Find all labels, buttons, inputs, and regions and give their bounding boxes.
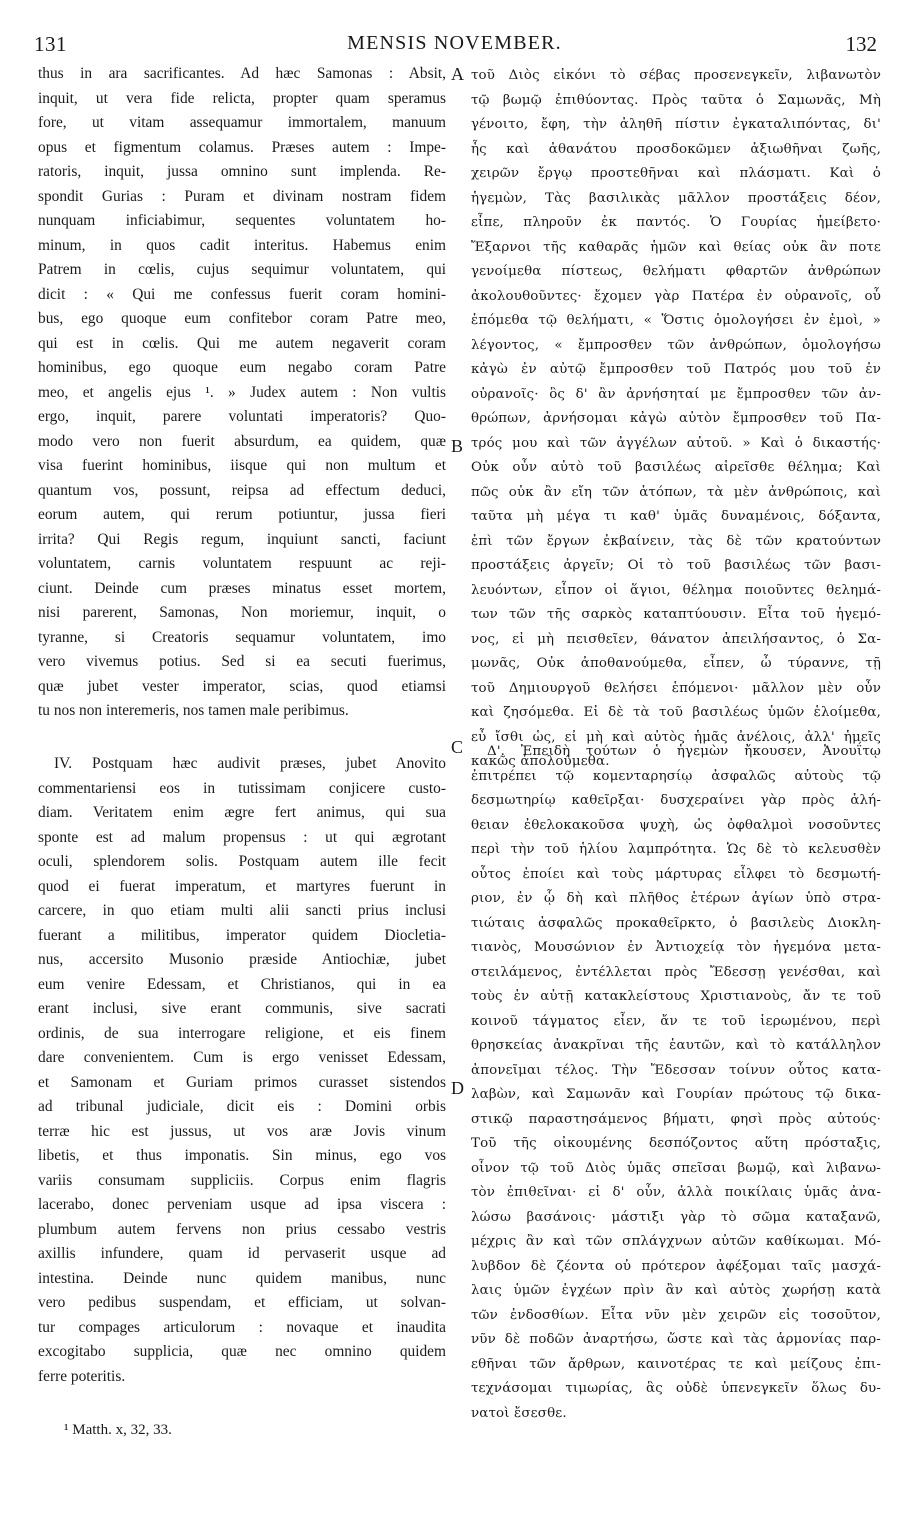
greek-paragraph-2 xyxy=(471,740,881,1426)
text-line: opus et figmentum colamus. Præses autem : Impe- xyxy=(38,138,446,156)
text-line: erant inclusi, sive erant communis, sive sacrati xyxy=(38,1000,446,1017)
text-line: ratoris, inquit, jussa omnino sunt implenda. Re- xyxy=(38,163,446,180)
text-line: τοῦ Δημιουργοῦ θελήσει ἑπόμενοι· μᾶλλον μὲν οὖν xyxy=(471,680,881,696)
text-line: eum venire Edessam, et Christianos, qui in ea xyxy=(38,975,446,993)
text-line: vero vivemus potius. Sed si ea secuti fuerimus, xyxy=(38,653,446,670)
text-line: καὶ ζησόμεθα. Εἰ δὲ τὰ τοῦ βασιλέως ὑμῶν ἑλοίμεθα, xyxy=(471,705,881,720)
text-line: νῦν δὲ ποδῶν ἀναρτήσω, ὥστε καὶ τὰς ἁρμονίας παρ- xyxy=(471,1332,881,1347)
text-line: τεχνάσομαι τιμωρίας, ἃς οὐδὲ ὑπενεγκεῖν ὅλως δυ- xyxy=(471,1381,881,1396)
text-line: dicit : « Qui me confessus fuerit coram homini- xyxy=(38,285,446,303)
text-line: ἧς καὶ ἀθανάτου προσδοκῶμεν ἀξιωθῆναι ζωῆς, xyxy=(471,141,881,157)
text-line: ἐπιτρέπει τῷ κομενταρησίῳ ἀσφαλῶς αὐτοὺς τῷ xyxy=(471,768,881,784)
text-line: minum, in quos cadit interitus. Habemus enim xyxy=(38,236,446,254)
text-line: IV. Postquam hæc audivit præses, jubet Anovito xyxy=(54,755,446,772)
text-line: κακῶς ἀπολούμεθα. xyxy=(471,754,610,769)
footnote: ¹ Matth. x, 32, 33. xyxy=(64,1422,172,1438)
text-line: τῶν ἐνδοσθίων. Εἶτα νῦν μὲν χειρῶν εἰς τοσοῦτον, xyxy=(471,1307,881,1323)
text-line: qui est in cœlis. Qui me autem negaverit coram xyxy=(38,334,446,352)
text-line: oculi, splendorem solis. Postquam autem ille fecit xyxy=(38,853,446,870)
text-line: στειλάμενος, ἐντέλλεται πρὸς Ἔδεσσῃ γενέσθαι, καὶ xyxy=(471,964,881,980)
text-line: quantum vos, possunt, reipsa ad effectum deduci, xyxy=(38,481,446,499)
text-line: λώσω βασάνοις· μάστιξι γὰρ τὸ σῶμα καταξανῶ, xyxy=(471,1209,881,1225)
text-line: Ἔξαρνοι τῆς καθαρᾶς ἡμῶν καὶ θείας οὐκ ἂν ποτε xyxy=(471,239,881,255)
text-line: tur compages articulorum : novaque et inaudita xyxy=(38,1318,446,1336)
text-line: spondit Gurias : Puram et divinam nostram fidem xyxy=(38,187,446,205)
text-line: dare convenientem. Cum is ergo venisset Edessam, xyxy=(38,1049,446,1066)
text-line: meo, et angelis ejus ¹. » Judex autem : Non vultis xyxy=(38,383,446,401)
text-line: terræ hic est jussus, ut vos aræ Jovis vinum xyxy=(38,1122,446,1140)
text-line: νατοὶ ἔσεσθε. xyxy=(471,1405,567,1421)
greek-paragraph-1 xyxy=(471,64,881,775)
text-line: et Samonam et Guriam primos curasset sistendos xyxy=(38,1073,446,1091)
text-line: μωνᾶς, Οὐκ ἀποθανούμεθα, εἶπεν, ὦ τύραννε, τῇ xyxy=(471,656,881,671)
text-line: ἐπὶ τῶν ἔργων ἐκβαίνειν, τὰς δὲ τῶν κρατούντων xyxy=(471,533,881,549)
text-line: ἡγεμὼν, Τὰς βασιλικὰς μᾶλλον προστάξεις δέον, xyxy=(471,190,881,206)
text-line: οὐρανοῖς· ὃς δ' ἂν ἀρνήσηταί με ἔμπροσθεν τῶν ἀν- xyxy=(471,386,881,402)
text-line: λέγοντος, « ἔμπροσθεν τῶν ἀνθρώπων, ὁμολογήσω xyxy=(471,337,881,353)
text-line: plumbum autem fervens non prius cessabo vestris xyxy=(38,1220,446,1238)
text-line: κἀγὼ ἐν αὐτῷ ἔμπροσθεν τοῦ Πατρός μου τοῦ ἐν xyxy=(471,362,881,377)
text-line: στικῷ παραστησάμενος βήματι, φησὶ πρὸς αὐτούς· xyxy=(471,1111,881,1127)
text-line: θειαν ἐθελοκακοῦσα ψυχὴ, ὡς ὀφθαλμοὶ νοσοῦντες xyxy=(471,817,881,833)
text-line: τὸν ἐπιθεῖναι· εἰ δ' οὖν, ἀλλὰ ποικίλαις ὑμᾶς ἀνα- xyxy=(471,1185,881,1200)
text-line: χειρῶν ἔργῳ προστεθῆναι καὶ πλάσματι. Καὶ ὁ xyxy=(471,166,881,181)
text-line: modo vero non fuerit absurdum, ea quidem, quæ xyxy=(38,432,446,450)
margin-letter-b: B xyxy=(451,436,464,456)
text-line: Οὐκ οὖν αὐτὸ τοῦ βασιλέως αἱρεῖσθε θέλημα; Καὶ xyxy=(471,460,881,475)
text-line: nunquam inficiabimur, sequentes voluntatem ho- xyxy=(38,212,446,229)
text-line: οὗτος ἐποίει καὶ τοὺς μάρτυρας εἶλφει τὸ δεσμωτή- xyxy=(471,866,881,882)
text-line: commentariensi eos in tutissimam conjicere custo- xyxy=(38,779,446,797)
text-line: τιανὸς, Μουσώνιον ἐν Ἀντιοχείᾳ τὸν ἡγεμόνα μετα- xyxy=(471,940,881,955)
text-line: εἶπε, πληροῦν ἐκ παντός. Ὁ Γουρίας ἠμείβετο· xyxy=(471,215,881,230)
text-line: libetis, et thus imponatis. Sin minus, ego vos xyxy=(38,1147,446,1164)
text-line: diam. Veritatem enim ægre fert animus, qui sua xyxy=(38,804,446,821)
page-number-left: 131 xyxy=(34,32,67,56)
text-line: λαις ὑμῶν ἐγχέων πρὶν ἂν καὶ αὐτὸς χωρήσῃ κατὰ xyxy=(471,1283,881,1298)
text-line: vero pedibus suspendam, et efficiam, ut solvan- xyxy=(38,1294,446,1311)
text-line: visa fuerint hominibus, iisque qui non multum et xyxy=(38,457,446,474)
text-line: λυβδον δὲ ζέοντα οὐ πρότερον ἀφέξομαι ταῖς μασχά- xyxy=(471,1258,881,1274)
text-line: sponte est ad malum propensus : ut qui ægrotant xyxy=(38,828,446,846)
text-line: των τῶν τῆς σαρκὸς καταπτύουσιν. Εἶτα τοῦ ἡγεμό- xyxy=(471,607,881,622)
text-line: axillis infundere, quam id pervaserit usque ad xyxy=(38,1245,446,1262)
text-line: γενοίμεθα πίστεως, θελήματι φθαρτῶν ἀνθρώπων xyxy=(471,264,881,279)
text-line: fuerant a militibus, imperator quidem Diocletia- xyxy=(38,926,446,944)
text-line: ad tribunal judiciale, dicit eis : Domini orbis xyxy=(38,1098,446,1115)
text-line: irrita? Qui Regis regum, inquiunt sancti, faciunt xyxy=(38,530,446,548)
text-line: οἶνον τῷ τοῦ Διὸς ὑμᾶς σπεῖσαι βωμῷ, καὶ λιβανω- xyxy=(471,1160,881,1176)
text-line: θρησκείας ἀνακρῖναι τῆς ἑαυτῶν, καὶ τὸ κατάλληλον xyxy=(471,1038,881,1053)
page-number-right: 132 xyxy=(845,32,877,56)
text-line: Patrem in cœlis, cujus sequimur voluntatem, qui xyxy=(38,261,446,278)
text-line: carcere, in quo etiam multi alii sancti prius inclusi xyxy=(38,902,446,919)
text-line: intestina. Deinde nunc quidem manibus, nunc xyxy=(38,1269,446,1287)
text-line: Τοῦ τῆς οἰκουμένης δεσπόζοντος αὕτη πρόσταξις, xyxy=(471,1136,881,1151)
text-line: hominibus, ego quoque eum negabo coram Patre xyxy=(38,359,446,376)
latin-paragraph-2 xyxy=(38,752,446,1389)
text-line: ergo, inquit, parere voluntati imperatoris? Quo- xyxy=(38,408,446,425)
text-line: variis consumam suppliciis. Corpus enim flagris xyxy=(38,1171,446,1189)
text-line: τῷ βωμῷ ἐπιθύοντας. Πρὸς ταῦτα ὁ Σαμωνᾶς, Μὴ xyxy=(471,92,881,108)
text-line: quæ jubet vester imperator, scias, quod etiamsi xyxy=(38,677,446,695)
text-line: Δ'. Ἐπειδὴ τούτων ὁ ἡγεμὼν ἤκουσεν, Ἀνουΐτῳ xyxy=(487,744,881,759)
text-line: γένοιτο, ἔφη, τὴν ἀληθῆ πίστιν ἐγκαταλιπόντας, δι' xyxy=(471,117,881,132)
text-line: λαβὼν, καὶ Σαμωνᾶν καὶ Γουρίαν πρώτους τῷ δικα- xyxy=(471,1087,881,1102)
text-line: θρώπων, ἀρνήσομαι κἀγὼ αὐτὸν ἔμπροσθεν τοῦ Πα- xyxy=(471,411,881,426)
margin-letter-c: C xyxy=(451,737,464,757)
text-line: τοῦ Διὸς εἰκόνι τὸ σέβας προσενεγκεῖν, λιβανωτὸν xyxy=(471,68,881,83)
text-line: nisi parerent, Samonas, Non moriemur, inquit, o xyxy=(38,604,446,621)
text-line: ἀκολουθοῦντες· ἔχομεν γὰρ Πατέρα ἐν οὐρανοῖς, οὗ xyxy=(471,288,881,304)
text-line: ἀπονεῖμαι τέλος. Τὴν Ἔδεσσαν τοίνυν οὗτος κατα- xyxy=(471,1062,881,1078)
text-line: ferre poteritis. xyxy=(38,1367,126,1385)
margin-letter-d: D xyxy=(451,1078,464,1098)
text-line: τιώταις ἀσφαλῶς προκαθεῖρκτο, ὁ βασιλεὺς Διοκλη- xyxy=(471,915,881,931)
text-line: voluntatem, carnis voluntatem respuunt ac reji- xyxy=(38,555,446,572)
text-line: δεσμωτηρίῳ καθεῖρξαι· δυσχεραίνει γὰρ πρὸς ἀλή- xyxy=(471,793,881,808)
text-line: ciunt. Deinde cum præses minatus esset mortem, xyxy=(38,579,446,597)
text-line: τοὺς ἐν αὐτῇ κατακλείστους Χριστιανοὺς, ἄν τε τοῦ xyxy=(471,989,881,1004)
text-line: ἑπόμεθα τῷ θελήματι, « Ὅστις ὁμολογήσει ἐν ἐμοὶ, » xyxy=(471,313,881,328)
text-line: κοινοῦ τάγματος εἶεν, ἄν τε τοῦ ἱερωμένου, περὶ xyxy=(471,1013,881,1029)
text-line: εὖ ἴσθι ὡς, εἰ μὴ καὶ αὐτὸς ἡμᾶς ἀνέλοις, ἀλλ' ἡμεῖς xyxy=(471,729,881,745)
text-line: νος, εἰ μὴ πεισθεῖεν, θάνατον ἀπειλήσαντος, ὁ Σα- xyxy=(471,631,881,647)
text-line: εθῆναι τῶν ἄρθρων, καινοτέρας τε καὶ μείζους ἐπι- xyxy=(471,1356,881,1372)
text-line: ριον, ἐν ᾧ δὴ καὶ πλῆθος ἑτέρων ἁγίων ὑπὸ στρα- xyxy=(471,891,881,906)
text-line: μέχρις ἂν καὶ τῶν σπλάγχνων αὐτῶν καθίκωμαι. Μό- xyxy=(471,1234,881,1249)
text-line: excogitabo supplicia, quæ nec omnino quidem xyxy=(38,1343,446,1360)
text-line: quod ei fuerat imperatum, et martyres fuerunt in xyxy=(38,877,446,895)
text-line: περὶ τὴν τοῦ ἡλίου λαμπρότητα. Ὡς δὲ τὸ κελευσθὲν xyxy=(471,842,881,857)
text-line: fore, ut vitam assequamur immortalem, manuum xyxy=(38,114,446,131)
text-line: eorum autem, qui rerum potiuntur, jussa fieri xyxy=(38,506,446,523)
text-line: thus in ara sacrificantes. Ad hæc Samonas : Absit, xyxy=(38,65,446,82)
text-line: ταῦτα μὴ μέγα τι καθ' ὑμᾶς δυναμένοις, δόξαντα, xyxy=(471,509,881,524)
text-line: πῶς οὐκ ἂν εἴη τῶν ἀτόπων, τὰ μὲν ἀνθρώποις, καὶ xyxy=(471,484,881,500)
text-line: tu nos non interemeris, nos tamen male peribimus. xyxy=(38,702,349,719)
text-line: tyranne, si Creatoris sequamur voluntatem, imo xyxy=(38,628,446,646)
text-line: inquit, ut vera fide relicta, propter quam speramus xyxy=(38,89,446,107)
latin-paragraph-1 xyxy=(38,62,446,724)
text-line: τρός μου καὶ τῶν ἀγγέλων αὐτοῦ. » Καὶ ὁ δικαστής· xyxy=(471,435,881,451)
running-header xyxy=(28,30,881,64)
text-line: lacerabo, donec perveniam usque ad ipsa viscera : xyxy=(38,1196,446,1213)
running-title: MENSIS NOVEMBER. xyxy=(347,32,562,54)
text-line: nus, accersito Musonio præside Antiochiæ, jubet xyxy=(38,951,446,968)
text-line: bus, ego quoque eum confitebor coram Patre meo, xyxy=(38,310,446,327)
text-line: προστάξεις ἀργεῖν; Οἱ τὸ τοῦ βασιλέως τῶν βασι- xyxy=(471,558,881,573)
text-line: λευόντων, εἶπον οἱ ἅγιοι, θέλημα ποιοῦντες θελημά- xyxy=(471,582,881,598)
margin-letter-a: A xyxy=(451,64,464,84)
text-line: ordinis, de sua interrogare religione, et eis finem xyxy=(38,1024,446,1042)
